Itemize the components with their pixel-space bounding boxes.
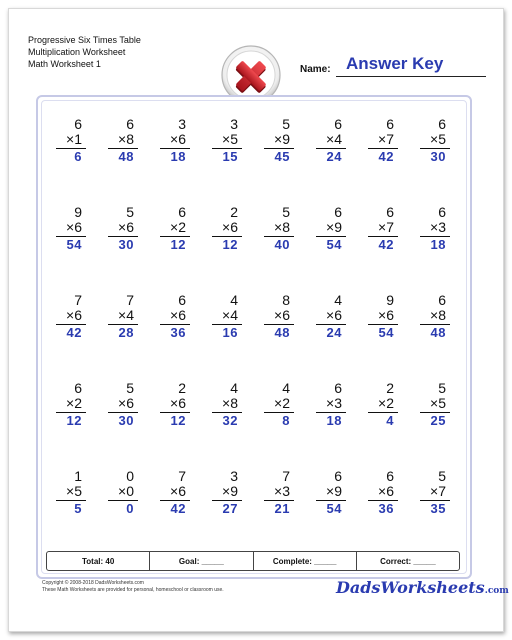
- times-operator: ×: [274, 307, 283, 323]
- multiplier: [254, 484, 294, 499]
- multiplicand: 6: [126, 116, 134, 132]
- times-operator: ×: [118, 395, 127, 411]
- problem: [306, 381, 346, 429]
- multiplicand: 7: [178, 468, 186, 484]
- multiplier-value: 9: [334, 483, 342, 499]
- multiplier-value: 2: [282, 395, 290, 411]
- title-line-3: Math Worksheet 1: [28, 59, 101, 69]
- problem: [202, 469, 242, 517]
- multiplier: [202, 132, 242, 147]
- problem: [46, 381, 86, 429]
- multiplier: [150, 484, 190, 499]
- times-operator: ×: [378, 219, 387, 235]
- answer: 25: [430, 413, 446, 428]
- answer: 54: [66, 237, 82, 252]
- problem: [358, 469, 398, 517]
- total-cell: Total: 40: [47, 552, 150, 570]
- multiplier-value: 6: [126, 395, 134, 411]
- problem: [46, 205, 86, 253]
- multiplier: [202, 396, 242, 411]
- answer: 8: [282, 413, 290, 428]
- answer: 45: [274, 149, 290, 164]
- multiplier: [306, 396, 346, 411]
- correct-cell[interactable]: Correct: _____: [380, 556, 436, 566]
- name-field[interactable]: [300, 56, 486, 78]
- problem: [358, 117, 398, 165]
- multiplier: [306, 220, 346, 235]
- problem: [202, 117, 242, 165]
- answer: 18: [170, 149, 186, 164]
- answer: 5: [74, 501, 82, 516]
- answer: 12: [170, 237, 186, 252]
- multiplier: [306, 484, 346, 499]
- problem: [202, 293, 242, 341]
- multiplicand: 6: [334, 204, 342, 220]
- problem: [202, 205, 242, 253]
- multiplier-value: 8: [126, 131, 134, 147]
- times-operator: ×: [66, 131, 75, 147]
- multiplier-value: 4: [334, 131, 342, 147]
- multiplier: [202, 308, 242, 323]
- answer: 35: [430, 501, 446, 516]
- multiplier: [46, 308, 86, 323]
- copyright-line-1: Copyright © 2008-2018 DadsWorksheets.com: [42, 580, 144, 586]
- multiplier-value: 6: [334, 307, 342, 323]
- problem-row: [46, 469, 464, 557]
- times-operator: ×: [222, 483, 231, 499]
- answer: 18: [326, 413, 342, 428]
- answer: 48: [430, 325, 446, 340]
- multiplicand: 2: [386, 380, 394, 396]
- answer: 0: [126, 501, 134, 516]
- answer: 28: [118, 325, 134, 340]
- multiplier-value: 9: [230, 483, 238, 499]
- times-operator: ×: [66, 483, 75, 499]
- multiplicand: 6: [334, 468, 342, 484]
- problem-grid: [46, 117, 464, 557]
- times-operator: ×: [378, 483, 387, 499]
- problem: [306, 205, 346, 253]
- times-operator: ×: [170, 483, 179, 499]
- multiplier: [98, 308, 138, 323]
- answer: 40: [274, 237, 290, 252]
- multiplicand: 7: [74, 292, 82, 308]
- problem: [410, 205, 450, 253]
- multiplier: [358, 396, 398, 411]
- complete-cell[interactable]: Complete: _____: [254, 552, 357, 570]
- multiplicand: 4: [282, 380, 290, 396]
- multiplicand: 0: [126, 468, 134, 484]
- answer: 21: [274, 501, 290, 516]
- multiplier: [150, 220, 190, 235]
- problem: [358, 293, 398, 341]
- answer: 18: [430, 237, 446, 252]
- multiplier: [254, 132, 294, 147]
- problem-row: [46, 381, 464, 469]
- multiplicand: 6: [386, 116, 394, 132]
- times-operator: ×: [118, 131, 127, 147]
- problem: [46, 469, 86, 517]
- answer: 24: [326, 149, 342, 164]
- copyright-notice: [42, 580, 224, 594]
- multiplier-value: 6: [74, 307, 82, 323]
- multiplier-value: 4: [230, 307, 238, 323]
- answer-key-label: Answer Key: [346, 54, 444, 73]
- multiplier: [410, 308, 450, 323]
- multiplicand: 6: [386, 468, 394, 484]
- times-operator: ×: [170, 219, 179, 235]
- multiplicand: 4: [230, 380, 238, 396]
- problem: [254, 117, 294, 165]
- answer: 32: [222, 413, 238, 428]
- answer: 36: [170, 325, 186, 340]
- multiplicand: 6: [334, 380, 342, 396]
- problem: [410, 381, 450, 429]
- times-operator: ×: [378, 307, 387, 323]
- answer: 42: [170, 501, 186, 516]
- answer: 54: [326, 501, 342, 516]
- problem: [410, 293, 450, 341]
- multiplier-value: 3: [334, 395, 342, 411]
- worksheet-title: [28, 34, 141, 70]
- multiplicand: 6: [178, 204, 186, 220]
- times-operator: ×: [274, 219, 283, 235]
- times-operator: ×: [170, 395, 179, 411]
- multiplier: [98, 220, 138, 235]
- problem: [306, 117, 346, 165]
- multiplier: [46, 484, 86, 499]
- answer: 12: [170, 413, 186, 428]
- multiplicand: 6: [386, 204, 394, 220]
- answer: 12: [222, 237, 238, 252]
- problem: [306, 469, 346, 517]
- problem: [254, 381, 294, 429]
- multiplier: [98, 484, 138, 499]
- times-operator: ×: [274, 483, 283, 499]
- multiplier-value: 3: [282, 483, 290, 499]
- times-operator: ×: [66, 307, 75, 323]
- times-operator: ×: [378, 131, 387, 147]
- answer: 24: [326, 325, 342, 340]
- multiplicand: 4: [230, 292, 238, 308]
- multiplier: [410, 396, 450, 411]
- times-operator: ×: [118, 219, 127, 235]
- multiplier-value: 8: [282, 219, 290, 235]
- multiplier-value: 7: [386, 131, 394, 147]
- times-operator: ×: [222, 219, 231, 235]
- answer: 30: [118, 237, 134, 252]
- multiplier-value: 6: [178, 395, 186, 411]
- multiplicand: 3: [230, 116, 238, 132]
- multiplier: [410, 132, 450, 147]
- answer: 6: [74, 149, 82, 164]
- answer: 42: [378, 149, 394, 164]
- times-operator: ×: [118, 307, 127, 323]
- goal-cell[interactable]: Goal: _____: [150, 552, 253, 570]
- times-operator: ×: [326, 483, 335, 499]
- score-footer: [46, 551, 460, 571]
- multiplicand: 5: [438, 380, 446, 396]
- multiplicand: 6: [438, 116, 446, 132]
- answer: 12: [66, 413, 82, 428]
- times-operator: ×: [378, 395, 387, 411]
- times-operator: ×: [430, 395, 439, 411]
- multiplicand: 6: [178, 292, 186, 308]
- multiplier-value: 6: [126, 219, 134, 235]
- times-operator: ×: [430, 131, 439, 147]
- times-operator: ×: [170, 131, 179, 147]
- multiplier: [202, 220, 242, 235]
- name-underline: [336, 76, 486, 77]
- problem: [98, 205, 138, 253]
- multiplicand: 6: [438, 204, 446, 220]
- times-operator: ×: [222, 307, 231, 323]
- answer: 16: [222, 325, 238, 340]
- multiplier: [358, 484, 398, 499]
- answer: 36: [378, 501, 394, 516]
- multiplier: [410, 220, 450, 235]
- multiplier-value: 2: [386, 395, 394, 411]
- multiplier-value: 6: [74, 219, 82, 235]
- multiplier-value: 3: [438, 219, 446, 235]
- times-operator: ×: [170, 307, 179, 323]
- multiplicand: 9: [74, 204, 82, 220]
- problem: [150, 381, 190, 429]
- multiplier: [254, 220, 294, 235]
- multiplier: [410, 484, 450, 499]
- multiplier-value: 2: [178, 219, 186, 235]
- multiplier-value: 6: [282, 307, 290, 323]
- problem-frame: [36, 95, 472, 579]
- multiplier-value: 5: [438, 131, 446, 147]
- brand-logo: [336, 578, 509, 597]
- multiplier: [254, 396, 294, 411]
- answer: 42: [378, 237, 394, 252]
- multiplier-value: 6: [386, 307, 394, 323]
- times-operator: ×: [326, 395, 335, 411]
- multiplicand: 9: [386, 292, 394, 308]
- name-label: Name:: [300, 64, 331, 75]
- answer: 27: [222, 501, 238, 516]
- multiplier: [306, 132, 346, 147]
- problem: [254, 469, 294, 517]
- problem: [46, 293, 86, 341]
- multiplier-value: 4: [126, 307, 134, 323]
- answer: 30: [430, 149, 446, 164]
- multiplicand: 5: [282, 204, 290, 220]
- problem-row: [46, 205, 464, 293]
- problem: [410, 469, 450, 517]
- multiplicand: 7: [282, 468, 290, 484]
- multiplicand: 6: [74, 116, 82, 132]
- times-operator: ×: [274, 131, 283, 147]
- problem: [98, 293, 138, 341]
- multiplier-value: 9: [334, 219, 342, 235]
- answer: 54: [378, 325, 394, 340]
- problem: [46, 117, 86, 165]
- answer: 42: [66, 325, 82, 340]
- multiplicand: 5: [438, 468, 446, 484]
- brand-name: DadsWorksheets: [336, 578, 485, 597]
- times-operator: ×: [326, 307, 335, 323]
- multiplier: [254, 308, 294, 323]
- multiplicand: 1: [74, 468, 82, 484]
- multiplier-value: 8: [438, 307, 446, 323]
- problem: [358, 381, 398, 429]
- problem-row: [46, 117, 464, 205]
- multiplier: [98, 396, 138, 411]
- multiplier-value: 8: [230, 395, 238, 411]
- times-operator: ×: [326, 131, 335, 147]
- multiplier: [202, 484, 242, 499]
- answer: 48: [274, 325, 290, 340]
- problem: [150, 469, 190, 517]
- problem: [150, 293, 190, 341]
- multiplicand: 7: [126, 292, 134, 308]
- multiplier-value: 6: [178, 483, 186, 499]
- multiplicand: 6: [438, 292, 446, 308]
- multiplicand: 5: [126, 204, 134, 220]
- problem: [98, 381, 138, 429]
- multiplier: [98, 132, 138, 147]
- multiplier-value: 1: [74, 131, 82, 147]
- multiplier-value: 5: [74, 483, 82, 499]
- copyright-line-2: These Math Worksheets are provided for personal, homeschool or classroom use.: [42, 587, 224, 593]
- multiplier: [150, 132, 190, 147]
- multiplicand: 3: [230, 468, 238, 484]
- multiplier-value: 2: [74, 395, 82, 411]
- multiplicand: 6: [74, 380, 82, 396]
- answer: 15: [222, 149, 238, 164]
- multiplicand: 6: [334, 116, 342, 132]
- times-operator: ×: [430, 307, 439, 323]
- multiplier-value: 6: [178, 307, 186, 323]
- answer: 4: [386, 413, 394, 428]
- multiplier-value: 7: [386, 219, 394, 235]
- multiplier-value: 9: [282, 131, 290, 147]
- problem: [358, 205, 398, 253]
- problem-row: [46, 293, 464, 381]
- title-line-2: Multiplication Worksheet: [28, 47, 126, 57]
- multiplier-value: 5: [230, 131, 238, 147]
- times-operator: ×: [274, 395, 283, 411]
- multiplier: [358, 132, 398, 147]
- times-operator: ×: [430, 483, 439, 499]
- problem: [150, 205, 190, 253]
- multiplier-value: 5: [438, 395, 446, 411]
- multiplicand: 2: [230, 204, 238, 220]
- problem: [98, 469, 138, 517]
- title-line-1: Progressive Six Times Table: [28, 35, 141, 45]
- answer: 48: [118, 149, 134, 164]
- answer: 54: [326, 237, 342, 252]
- problem: [150, 117, 190, 165]
- multiplier-value: 0: [126, 483, 134, 499]
- times-operator: ×: [66, 395, 75, 411]
- multiplicand: 2: [178, 380, 186, 396]
- multiplier: [358, 220, 398, 235]
- problem: [306, 293, 346, 341]
- brand-suffix: .com: [484, 586, 509, 596]
- multiplier: [150, 396, 190, 411]
- multiplier-value: 6: [178, 131, 186, 147]
- multiplicand: 5: [126, 380, 134, 396]
- problem: [202, 381, 242, 429]
- multiplier: [46, 396, 86, 411]
- problem: [410, 117, 450, 165]
- times-operator: ×: [326, 219, 335, 235]
- times-operator: ×: [430, 219, 439, 235]
- times-operator: ×: [222, 131, 231, 147]
- times-operator: ×: [118, 483, 127, 499]
- times-operator: ×: [222, 395, 231, 411]
- multiplier-value: 6: [230, 219, 238, 235]
- multiplier: [358, 308, 398, 323]
- multiplicand: 4: [334, 292, 342, 308]
- times-operator: ×: [66, 219, 75, 235]
- multiplicand: 5: [282, 116, 290, 132]
- problem: [254, 293, 294, 341]
- multiplier: [306, 308, 346, 323]
- multiplicand: 8: [282, 292, 290, 308]
- problem: [254, 205, 294, 253]
- multiplier: [150, 308, 190, 323]
- multiplier-value: 6: [386, 483, 394, 499]
- answer: 30: [118, 413, 134, 428]
- problem: [98, 117, 138, 165]
- multiplicand: 3: [178, 116, 186, 132]
- multiplier: [46, 220, 86, 235]
- multiplier-value: 7: [438, 483, 446, 499]
- multiplier: [46, 132, 86, 147]
